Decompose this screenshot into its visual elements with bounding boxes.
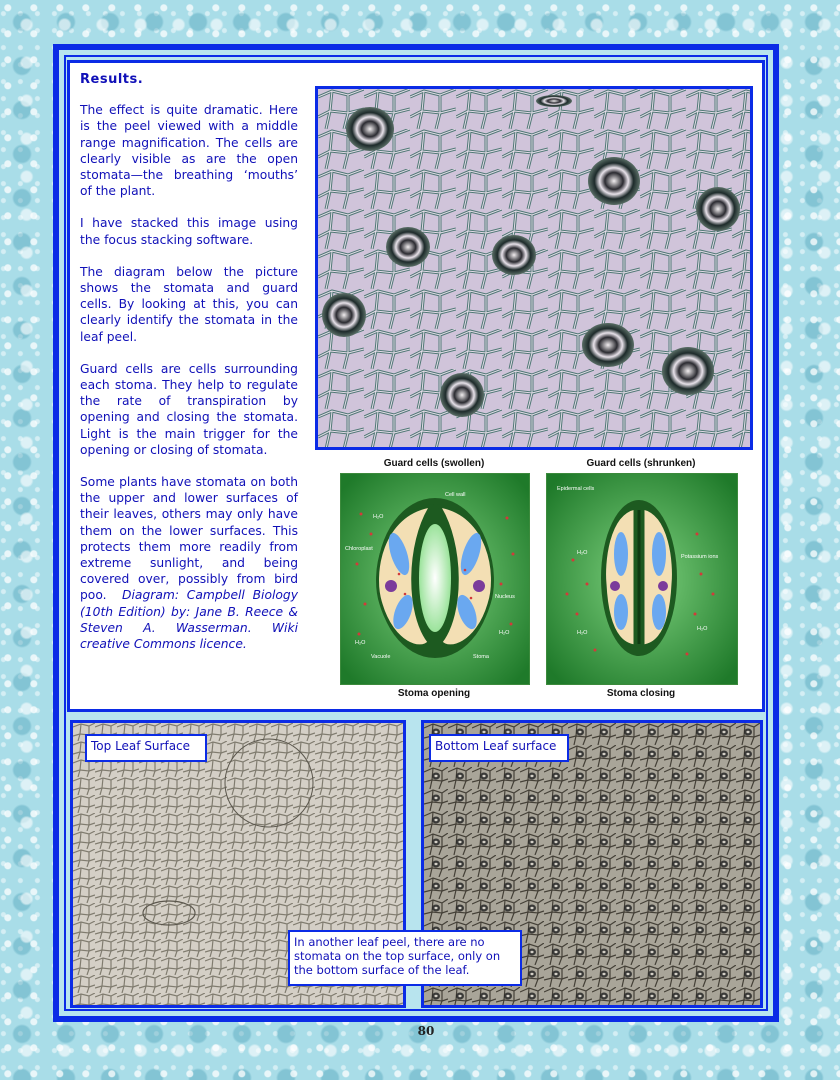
paragraph-3: The diagram below the picture shows the stomata and guard cells. By looking at this, you can clearly identify the stomata in the leaf peel. (80, 264, 298, 344)
label-h2o-6: H₂O (697, 626, 708, 632)
paragraph-2: I have stacked this image using the focus stacking software. (80, 216, 298, 247)
section-heading: Results. (80, 72, 144, 87)
label-potassium-ions: Potassium ions (681, 554, 719, 560)
diagram-right-caption: Stoma closing (606, 688, 676, 699)
label-h2o-1: H₂O (373, 514, 384, 520)
diagram-left-title: Guard cells (swollen) (383, 458, 485, 469)
leaf-surface-caption: In another leaf peel, there are no stomata on the top surface, only on the bottom surface of the leaf. (288, 930, 522, 986)
page-number: 80 (417, 1024, 435, 1038)
paragraph-1: The effect is quite dramatic. Here is the peel viewed with a middle range magnification. The cells are clearly visible as are the open stomata—the breathing ‘mouths’ of the plant. (80, 103, 298, 199)
label-h2o-4: H₂O (577, 550, 588, 556)
label-nucleus: Nucleus (495, 594, 515, 600)
label-stoma: Stoma (473, 654, 489, 660)
diagram-credit: Diagram: Campbell Biology (10th Edition) by: Jane B. Reece & Steven A. Wasserman. Wiki creative Commons licence. (80, 588, 298, 652)
diagram-right-title: Guard cells (shrunken) (586, 458, 696, 469)
diagram-left-caption: Stoma opening (397, 688, 471, 699)
top-leaf-surface-label: Top Leaf Surface (85, 734, 207, 762)
guard-cells-shrunken-diagram (546, 473, 738, 685)
label-vacuole: Vacuole (371, 654, 391, 660)
label-cell-wall: Cell wall (445, 492, 466, 498)
paragraph-5-text: Some plants have stomata on both the upper and lower surfaces of their leaves, others may only have them on the lower surfaces. This protects them more readily from extreme sunlight, and being covered over, possibly from bird poo. (80, 475, 298, 603)
results-text (80, 72, 298, 668)
label-h2o-2: H₂O (355, 640, 366, 646)
paragraph-4: Guard cells are cells surrounding each stoma. They help to regulate the rate of transpiration by opening and closing the stomata. Light is the main trigger for the opening or closing of stomata. (80, 361, 298, 457)
label-h2o-3: H₂O (499, 630, 510, 636)
guard-cells-swollen-diagram (340, 473, 530, 685)
label-h2o-5: H₂O (577, 630, 588, 636)
label-chloroplast: Chloroplast (345, 546, 373, 552)
leaf-peel-micrograph (315, 86, 753, 450)
bottom-leaf-surface-label: Bottom Leaf surface (429, 734, 569, 762)
paragraph-5 (80, 474, 298, 652)
label-epidermal-cells: Epidermal cells (557, 486, 595, 492)
